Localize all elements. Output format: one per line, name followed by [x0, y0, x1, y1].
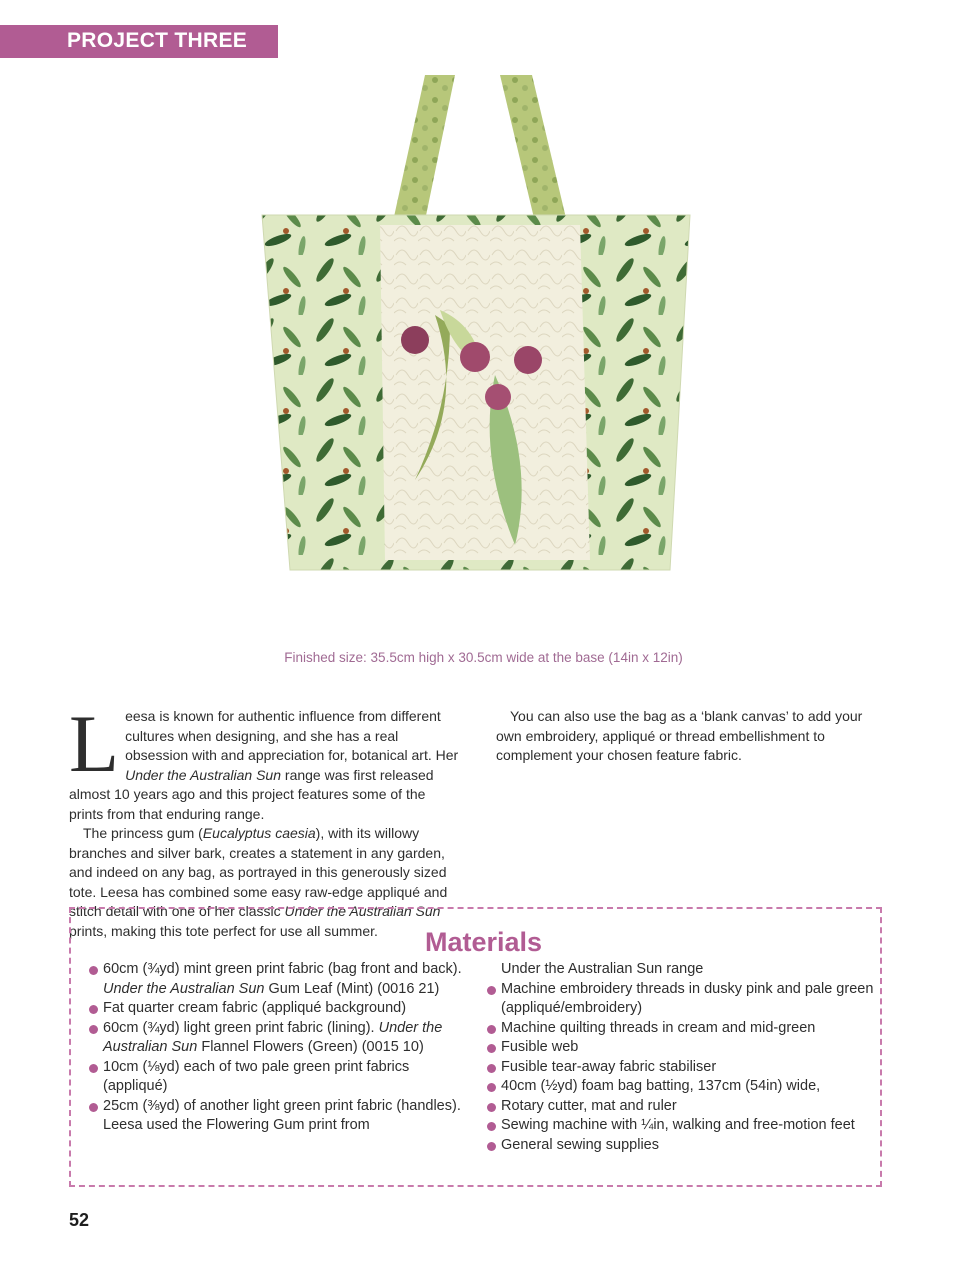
intro-paragraph-2a: The princess gum (: [83, 825, 203, 841]
range-name: Under the Australian Sun: [125, 766, 282, 783]
intro-paragraph-1b: range was first released almost 10 years ago and this project features some of the prints from that enduring range.: [69, 766, 434, 822]
list-item: 40cm (½yd) foam bag batting, 137cm (54in) wide,: [486, 1077, 876, 1097]
species-name: Eucalyptus caesia: [202, 825, 316, 841]
drop-cap: L: [69, 698, 120, 789]
intro-paragraph-2c: prints, making this tote perfect for use all summer.: [69, 922, 378, 939]
intro-column-left: [69, 698, 461, 941]
intro-column-right: [496, 707, 891, 766]
bullet-icon: [487, 986, 496, 995]
list-item: Fusible tear-away fabric stabiliser: [486, 1058, 876, 1078]
bullet-icon: [487, 1142, 496, 1151]
bullet-icon: [487, 1044, 496, 1053]
list-item: 60cm (¾yd) mint green print fabric (bag front and back). Under the Australian Sun Gum Leaf (Mint) (0016 21): [88, 960, 473, 999]
materials-list-left: [88, 960, 473, 1136]
photo-caption: Finished size: 35.5cm high x 30.5cm wide at the base (14in x 12in): [284, 650, 683, 665]
bullet-icon: [89, 1005, 98, 1014]
list-item: Machine embroidery threads in dusky pink and pale green (appliqué/embroidery): [486, 980, 876, 1019]
tote-bag-photo: [250, 75, 710, 595]
bullet-icon: [487, 1103, 496, 1112]
list-item: 25cm (⅜yd) of another light green print fabric (handles). Leesa used the Flowering Gum print from: [88, 1097, 473, 1136]
bullet-icon: [487, 1083, 496, 1092]
bullet-icon: [487, 1064, 496, 1073]
range-name-2: Under the Australian Sun: [284, 903, 441, 919]
bullet-icon: [89, 1103, 98, 1112]
bullet-icon: [89, 1025, 98, 1034]
bullet-icon: [89, 1064, 98, 1073]
intro-paragraph-3: You can also use the bag as a ‘blank canvas’ to add your own embroidery, appliqué or thread embellishment to complement your chosen feature fabric.: [496, 708, 863, 763]
section-header-label: PROJECT THREE: [67, 29, 248, 52]
page-number: 52: [69, 1210, 90, 1230]
list-item: 60cm (¾yd) light green print fabric (lining). Under the Australian Sun Flannel Flowers (Green) (0015 10): [88, 1019, 473, 1058]
bullet-icon: [89, 966, 98, 975]
intro-paragraph-2b: ), with its willowy branches and silver bark, creates a statement in any garden, and indeed on any bag, as portrayed in this generously sized tote. Leesa has combined some easy raw-edge appliqué and stitch detail with one of her classic: [69, 825, 448, 919]
bullet-icon: [487, 1025, 496, 1034]
section-header: [0, 25, 278, 58]
materials-title: Materials: [424, 927, 543, 957]
list-item-continued: Under the Australian Sun range: [501, 961, 704, 977]
list-item: Fat quarter cream fabric (appliqué background): [88, 999, 473, 1019]
list-item: Rotary cutter, mat and ruler: [486, 1097, 876, 1117]
list-item: Sewing machine with ¼in, walking and free-motion feet: [486, 1116, 876, 1136]
list-item: Fusible web: [486, 1038, 876, 1058]
bullet-icon: [487, 1122, 496, 1131]
list-item: Machine quilting threads in cream and mid-green: [486, 1019, 876, 1039]
materials-list-right: [486, 960, 876, 1155]
list-item: General sewing supplies: [486, 1136, 876, 1156]
list-item: 10cm (⅛yd) each of two pale green print fabrics (appliqué): [88, 1058, 473, 1097]
intro-paragraph-1a: eesa is known for authentic influence from different cultures when designing, and she has a real obsession with and appreciation for, botanical art. Her: [125, 708, 459, 763]
